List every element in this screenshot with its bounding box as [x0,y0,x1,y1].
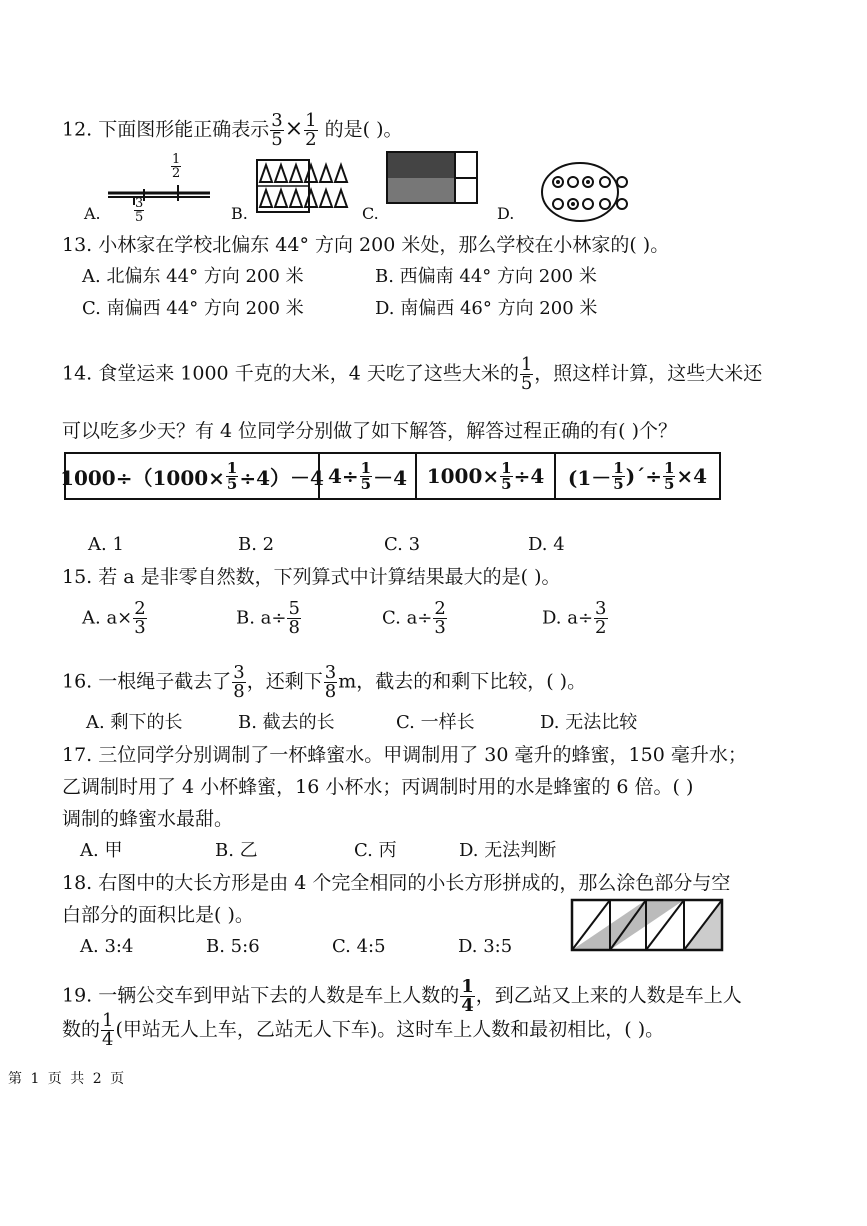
q17-line-1: 17. 三位同学分别调制了一杯蜂蜜水。甲调制用了 30 毫升的蜂蜜，150 毫升水； [62,744,747,766]
frac-denominator: 5 [135,210,144,225]
cell-fraction [612,458,624,493]
q15-option-b[interactable] [236,600,302,637]
q17-line-2: 乙调制时用了 4 小杯蜂蜜，16 小杯水；丙调制时用的水是蜂蜜的 6 倍。( ) [62,776,694,798]
frac-numerator: 3 [271,110,283,131]
q12-option-b[interactable]: B. [231,204,248,223]
frac-denominator: 4 [461,995,474,1016]
frac-denominator: 3 [434,617,446,638]
frac-denominator: 5 [501,474,512,493]
q12-figure-a-label-top [171,153,181,180]
q19-line-1 [62,978,742,1015]
q18-line-1: 18. 右图中的大长方形是由 4 个完全相同的小长方形拼成的，那么涂色部分与空 [62,872,731,894]
q19-fraction-2 [101,1012,114,1049]
frac-denominator: 5 [520,373,533,394]
q19-line-1-pre: 19. 一辆公交车到甲站下去的人数是车上人数的 [62,984,460,1007]
q16-option-b[interactable]: B. 截去的长 [238,712,335,733]
q16-fraction-1 [232,664,245,701]
frac-denominator: 8 [288,617,300,638]
q17-option-d[interactable]: D. 无法判断 [459,840,557,861]
q15-option-d[interactable] [542,600,609,637]
q12-prefix: 12. 下面图形能正确表示 [62,118,270,141]
frac-numerator: 1 [305,110,317,131]
q17-option-c[interactable]: C. 丙 [354,840,397,861]
q16-fraction-2 [324,664,337,701]
option-fraction [594,600,607,637]
q16-stem [62,664,586,701]
frac-numerator: 1 [461,976,474,997]
q12-figure-b [255,158,350,214]
q14-line-1-post: ，照这样计算，这些大米还 [534,362,763,385]
q13-option-d[interactable]: D. 南偏西 46° 方向 200 米 [375,298,598,319]
frac-denominator: 5 [360,474,372,493]
frac-numerator: 1 [360,458,372,477]
q14-solution-3 [417,454,556,498]
cell-fraction [663,458,675,493]
frac-numerator: 1 [226,458,238,477]
cell-text: －4 [373,465,408,490]
q13-option-a[interactable]: A. 北偏东 44° 方向 200 米 [82,266,304,287]
frac-numerator: 2 [134,598,146,619]
frac-numerator: 3 [595,598,607,619]
cell-text: 4÷ [327,464,359,488]
frac-numerator: 3 [324,662,337,683]
frac-numerator: 1 [663,458,675,477]
q15-stem: 15. 若 a 是非零自然数，下列算式中计算结果最大的是( )。 [62,566,561,588]
frac-numerator: 3 [135,196,144,211]
q15-option-c[interactable] [382,600,448,637]
q14-option-d[interactable]: D. 4 [528,534,565,555]
frac-denominator: 2 [305,129,317,150]
q15-option-a[interactable] [82,600,148,637]
cell-text: (1－ [567,465,612,490]
q19-line-2-pre: 数的 [62,1018,101,1041]
frac-numerator: 1 [613,458,624,477]
frac-numerator: 1 [102,1010,114,1031]
q18-option-a[interactable]: A. 3:4 [80,936,134,957]
q18-rectangle-figure [570,898,724,952]
q13-stem: 13. 小林家在学校北偏东 44° 方向 200 米处，那么学校在小林家的( )。 [62,234,670,256]
q17-option-b[interactable]: B. 乙 [215,840,258,861]
q14-line-1-pre: 14. 食堂运来 1000 千克的大米，4 天吃了这些大米的 [62,362,519,385]
q16-mid: ，还剩下 [246,670,323,693]
cell-fraction [226,458,238,493]
q18-option-c[interactable]: C. 4:5 [332,936,386,957]
q14-solution-4 [556,454,719,498]
q16-option-c[interactable]: C. 一样长 [396,712,475,733]
cell-text: 1000× [426,464,500,488]
frac-denominator: 5 [663,474,675,493]
option-fraction [433,600,446,637]
frac-denominator: 3 [134,617,146,638]
q12-suffix: 的是( )。 [318,118,403,141]
page-footer: 第 1 页 共 2 页 [8,1071,127,1087]
q14-option-c[interactable]: C. 3 [384,534,421,555]
cell-text: ÷4 [513,464,545,488]
frac-numerator: 5 [288,598,300,619]
q19-fraction-1 [460,978,475,1015]
q17-line-3: 调制的蜂蜜水最甜。 [62,808,234,830]
q12-stem [62,112,403,149]
cell-fraction [360,458,372,493]
q14-option-a[interactable]: A. 1 [88,534,124,555]
cell-text: 1000÷（1000× [60,465,225,490]
frac-numerator: 1 [520,354,533,375]
q12-figure-c [386,151,478,205]
q12-fraction-1 [270,112,283,149]
q12-figure-a [104,152,214,230]
option-text: A. a× [82,607,133,629]
frac-numerator: 3 [233,662,245,683]
option-text: D. a÷ [542,607,594,629]
q12-option-c[interactable]: C. [362,204,379,223]
q19-line-2 [62,1012,664,1049]
q13-option-c[interactable]: C. 南偏西 44° 方向 200 米 [82,298,304,319]
q12-option-d[interactable]: D. [497,204,515,223]
q14-solution-2 [320,454,417,498]
frac-numerator: 1 [501,458,512,477]
q18-option-d[interactable]: D. 3:5 [458,936,513,957]
frac-denominator: 5 [613,474,624,493]
option-text: B. a÷ [236,607,287,629]
q16-pre: 16. 一根绳子截去了 [62,670,232,693]
q13-option-b[interactable]: B. 西偏南 44° 方向 200 米 [375,266,597,287]
option-fraction [133,600,146,637]
q12-figure-d [538,160,640,224]
q16-post: m，截去的和剩下比较，( )。 [338,670,587,693]
q14-option-b[interactable]: B. 2 [238,534,275,555]
q12-option-a[interactable]: A. [84,204,101,223]
frac-denominator: 5 [226,474,238,493]
q16-option-a[interactable]: A. 剩下的长 [86,712,183,733]
q16-option-d[interactable]: D. 无法比较 [540,712,638,733]
q14-fraction [520,356,533,393]
frac-numerator: 1 [172,152,181,167]
option-text: C. a÷ [382,607,433,629]
option-fraction [287,600,300,637]
q14-solutions-table [60,452,721,500]
frac-denominator: 2 [595,617,607,638]
frac-denominator: 4 [102,1029,114,1050]
q18-line-2: 白部分的面积比是( )。 [62,904,254,926]
times-sign: × [284,116,304,142]
frac-denominator: 2 [172,166,181,181]
frac-denominator: 5 [271,129,283,150]
q18-option-b[interactable]: B. 5:6 [206,936,260,957]
cell-text: ÷4）－4 [239,465,324,490]
q12-fraction-2 [304,112,317,149]
frac-denominator: 8 [324,681,337,702]
q14-line-1 [62,356,762,393]
q17-option-a[interactable]: A. 甲 [80,840,123,861]
q19-line-1-post: ，到乙站又上来的人数是车上人 [475,984,742,1007]
q14-solution-1 [60,454,324,498]
cell-fraction [500,458,512,493]
q12-figure-a-label-bottom [134,197,144,224]
frac-denominator: 8 [233,681,245,702]
q19-line-2-post: (甲站无人上车，乙站无人下车)。这时车上人数和最初相比，( )。 [115,1018,665,1041]
cell-text: ×4 [676,464,708,488]
q14-line-2: 可以吃多少天？有 4 位同学分别做了如下解答，解答过程正确的有( )个？ [62,420,678,442]
frac-numerator: 2 [434,598,446,619]
cell-text: )´÷ [625,464,662,488]
